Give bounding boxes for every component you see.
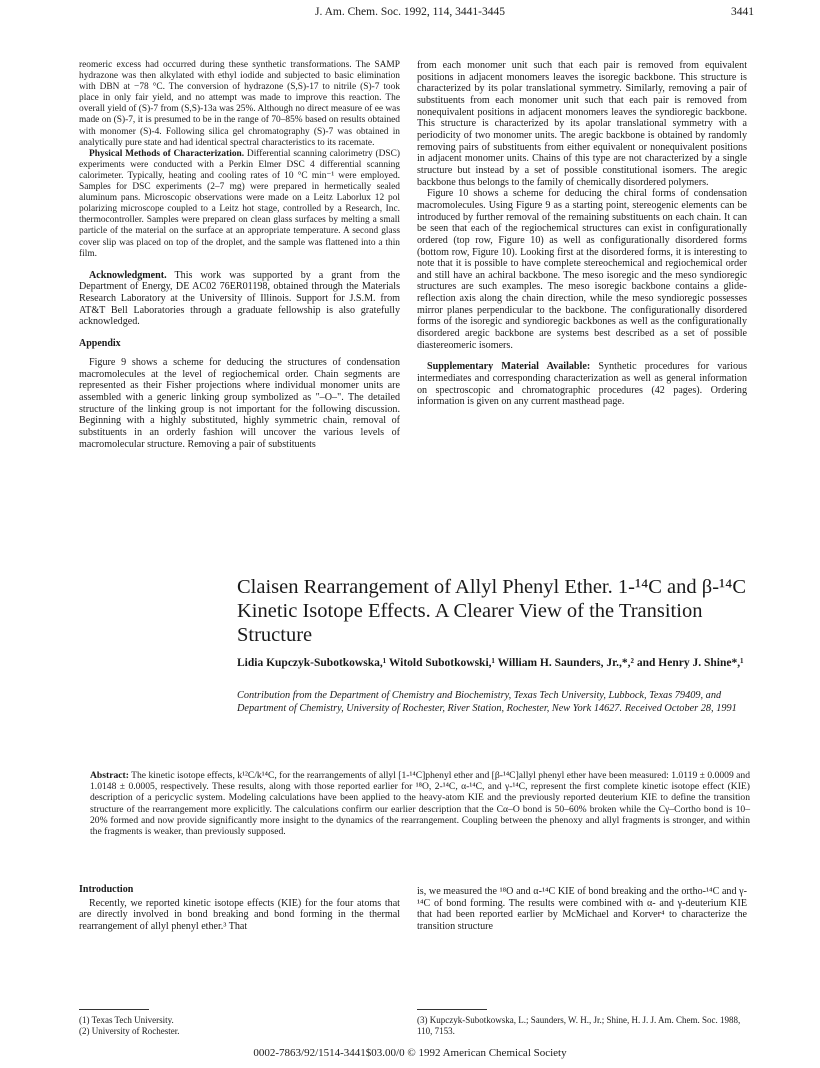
introduction-continued bbox=[417, 886, 747, 933]
supplementary-heading: Supplementary Material Available: bbox=[427, 361, 591, 373]
footnotes-right bbox=[417, 1015, 747, 1036]
introduction-col2-text: is, we measured the ¹⁸O and α-¹⁴C KIE of bond breaking and the ortho-¹⁴C and γ-¹⁴C of bond forming. The results were combined with α- and γ-deuterium KIE that had been reported earlier by McMichael and Korver⁴ to characterize the transition structure bbox=[417, 886, 747, 932]
article-title: Claisen Rearrangement of Allyl Phenyl Ether. 1-¹⁴C and β-¹⁴C Kinetic Isotope Effects. A Clearer View of the Transition Structure bbox=[237, 576, 746, 646]
footnote-2: (2) University of Rochester. bbox=[79, 1025, 180, 1036]
paragraph-physical-methods bbox=[79, 149, 400, 260]
abstract-label: Abstract: bbox=[90, 770, 129, 781]
journal-citation: J. Am. Chem. Soc. 1992, 114, 3441-3445 bbox=[315, 6, 505, 18]
introduction-text: Recently, we reported kinetic isotope effects (KIE) for the four atoms that are directly involved in bond breaking and bond forming in the thermal rearrangement of allyl phenyl ether.³ That bbox=[79, 897, 400, 932]
footnote-1: (1) Texas Tech University. bbox=[79, 1015, 174, 1025]
article-authors: Lidia Kupczyk-Subotkowska,¹ Witold Subotkowski,¹ William H. Saunders, Jr.,*,² and Henry J. Shine*,¹ bbox=[237, 657, 744, 669]
physical-methods-heading: Physical Methods of Characterization. bbox=[89, 148, 245, 159]
acknowledgment-heading: Acknowledgment. bbox=[89, 269, 167, 281]
paragraph-figure-10: Figure 10 shows a scheme for deducing the chiral forms of condensation macromolecules. Using Figure 9 as a starting point, stereogenic elements can be introduced by further removal of the remaining substituents on each chain. It can be seen that each of the regiochemical structures can exist in configurationally ordered (top row, Figure 10) as well as configurationally disordered forms (bottom row, Figure 10). Looking first at the disordered forms, it is interesting to note that it is possible to have complete stereochemical and regiochemical order and still have an achiral backbone. The meso isoregic and the meso syndioregic structures are such examples. The meso isoregic backbone contains a glide-reflection axis along the chain direction, while the meso syndioregic possesses mirror planes perpendicular to the backbone. The configurationally disordered forms of the isoregic and syndioregic backbones as well as the configurationally disordered aregic backbone are systems best described as a set of possible diastereomeric isomers. bbox=[417, 188, 747, 351]
appendix-heading: Appendix bbox=[79, 337, 121, 349]
paragraph-supplementary bbox=[417, 361, 747, 408]
introduction-heading: Introduction bbox=[79, 884, 134, 895]
left-column-top bbox=[79, 60, 400, 450]
paragraph-synthesis: reomeric excess had occurred during these synthetic transformations. The SAMP hydrazone was then alkylated with ethyl iodide and subjected to basic elimination with DBN at −78 °C. The conversion of hydrazone (S,S)-17 to nitrile (S)-7 took place in only fair yield, and no attempt was made to improve this reaction. The overall yield of (S)-7 from (S,S)-13a was 25%. Although no direct measure of ee was made on (S)-7, it is presumed to be in the range of 70–85% based on results obtained with monomer (S)-4. Following silica gel chromatography (S)-7 was obtained in analytically pure state and had identical spectral characteristics to its racemate. bbox=[79, 60, 400, 148]
right-column-top bbox=[417, 60, 747, 408]
paragraph-backbones: from each monomer unit such that each pair is removed from equivalent positions in adjacent monomers leaves the isoregic backbone. This structure is characterized by its polar translational symmetry. Similarly, removing a pair of substituents from each monomer unit such that each pair is removed from nonequivalent positions in adjacent monomers leaves the syndioregic backbone. This structure is characterized by its apolar translational symmetry with a periodicity of two monomer units. The aregic backbone is obtained by randomly removing pairs of substituents from either equivalent or nonequivalent positions in adjacent monomer units. Chains of this type are not characterized by a single structure but instead by a set of possible constitutional isomers. The aregic backbone thus belongs to the family of chemically disordered polymers. bbox=[417, 60, 747, 188]
article-affiliation: Contribution from the Department of Chemistry and Biochemistry, Texas Tech University, Lubbock, Texas 79409, and Department of Chemistry, University of Rochester, River Station, Rochester, New York 14627. Received October 28, 1991 bbox=[237, 690, 737, 714]
footnotes-left bbox=[79, 1015, 399, 1036]
article-abstract bbox=[90, 770, 750, 837]
running-header bbox=[66, 6, 754, 22]
paragraph-acknowledgment bbox=[79, 270, 400, 328]
page-number: 3441 bbox=[731, 6, 754, 18]
footnote-3: (3) Kupczyk-Subotkowska, L.; Saunders, W. H., Jr.; Shine, H. J. J. Am. Chem. Soc. 1988, 110, 7153. bbox=[417, 1015, 741, 1036]
physical-methods-text: Differential scanning calorimetry (DSC) experiments were conducted with a Perkin Elmer DSC 4 differential scanning calorimeter. Typically, heating and cooling rates of 10 °C min⁻¹ were employed. Samples for DSC experiments (2–7 mg) were prepared in hermetically sealed aluminum pans. Microscopic observations were made on a Leitz Laborlux 12 pol polarizing microscope coupled to a Leitz hot stage, controlled by a Research, Inc. thermocontroller. Samples were prepared on clean glass surfaces by melting a small particle of the material on the surface at an appropriate temperature. A second glass cover slip was placed on top of the droplet, and the sample was flattened into a thin film. bbox=[79, 148, 400, 259]
appendix-text: Figure 9 shows a scheme for deducing the structures of condensation macromolecules at the level of regiochemical order. Chain segments are represented as their Fisher projections where individual monomer units are assembled with a generic linking group symbolized as "–O–". The detailed structure of the linking group is not important for the following discussion. Beginning with a highly substituted, highly symmetric chain, removal of substituents in an orderly fashion will uncover the various levels of macromolecular structure. Removing a pair of substituents bbox=[79, 357, 400, 450]
introduction-section bbox=[79, 884, 400, 933]
abstract-text: The kinetic isotope effects, k¹²C/k¹⁴C, for the rearrangements of allyl [1-¹⁴C]phenyl ether and [β-¹⁴C]allyl phenyl ether have been measured: 1.0119 ± 0.0009 and 1.0148 ± 0.0005, respectively. These results, along with those reported earlier for ¹⁸O, 2-¹⁴C, α-¹⁴C, and γ-¹⁴C, represent the first complete kinetic isotope effect (KIE) description of a pericyclic system. Modeling calculations have been applied to the heavy-atom KIE and the previously reported deuterium KIE to define the transition structure of the rearrangement more explicitly. The calculations confirm our earlier description that the Cα–O bond is 50–60% broken while the Cγ–Cortho bond is 10–20% formed and now provide significantly more insight to the dynamics of the rearrangement. Coupling between the phenoxy and allyl fragments is stronger, and within the fragments is weaker, than previously supposed. bbox=[90, 770, 750, 838]
copyright-footer: 0002-7863/92/1514-3441$03.00/0 © 1992 American Chemical Society bbox=[253, 1047, 567, 1059]
supplementary-text: Synthetic procedures for various intermediates and corresponding characterization as well as general information on spectroscopic and chromatographic procedures (42 pages). Ordering information is given on any current masthead page. bbox=[417, 361, 748, 408]
acknowledgment-text: This work was supported by a grant from the Department of Energy, DE AC02 76ER01198, obtained through the Materials Research Laboratory at the University of Illinois. Support for J.S.M. from AT&T Bell Laboratories through a graduate fellowship is also gratefully acknowledged. bbox=[79, 269, 400, 328]
